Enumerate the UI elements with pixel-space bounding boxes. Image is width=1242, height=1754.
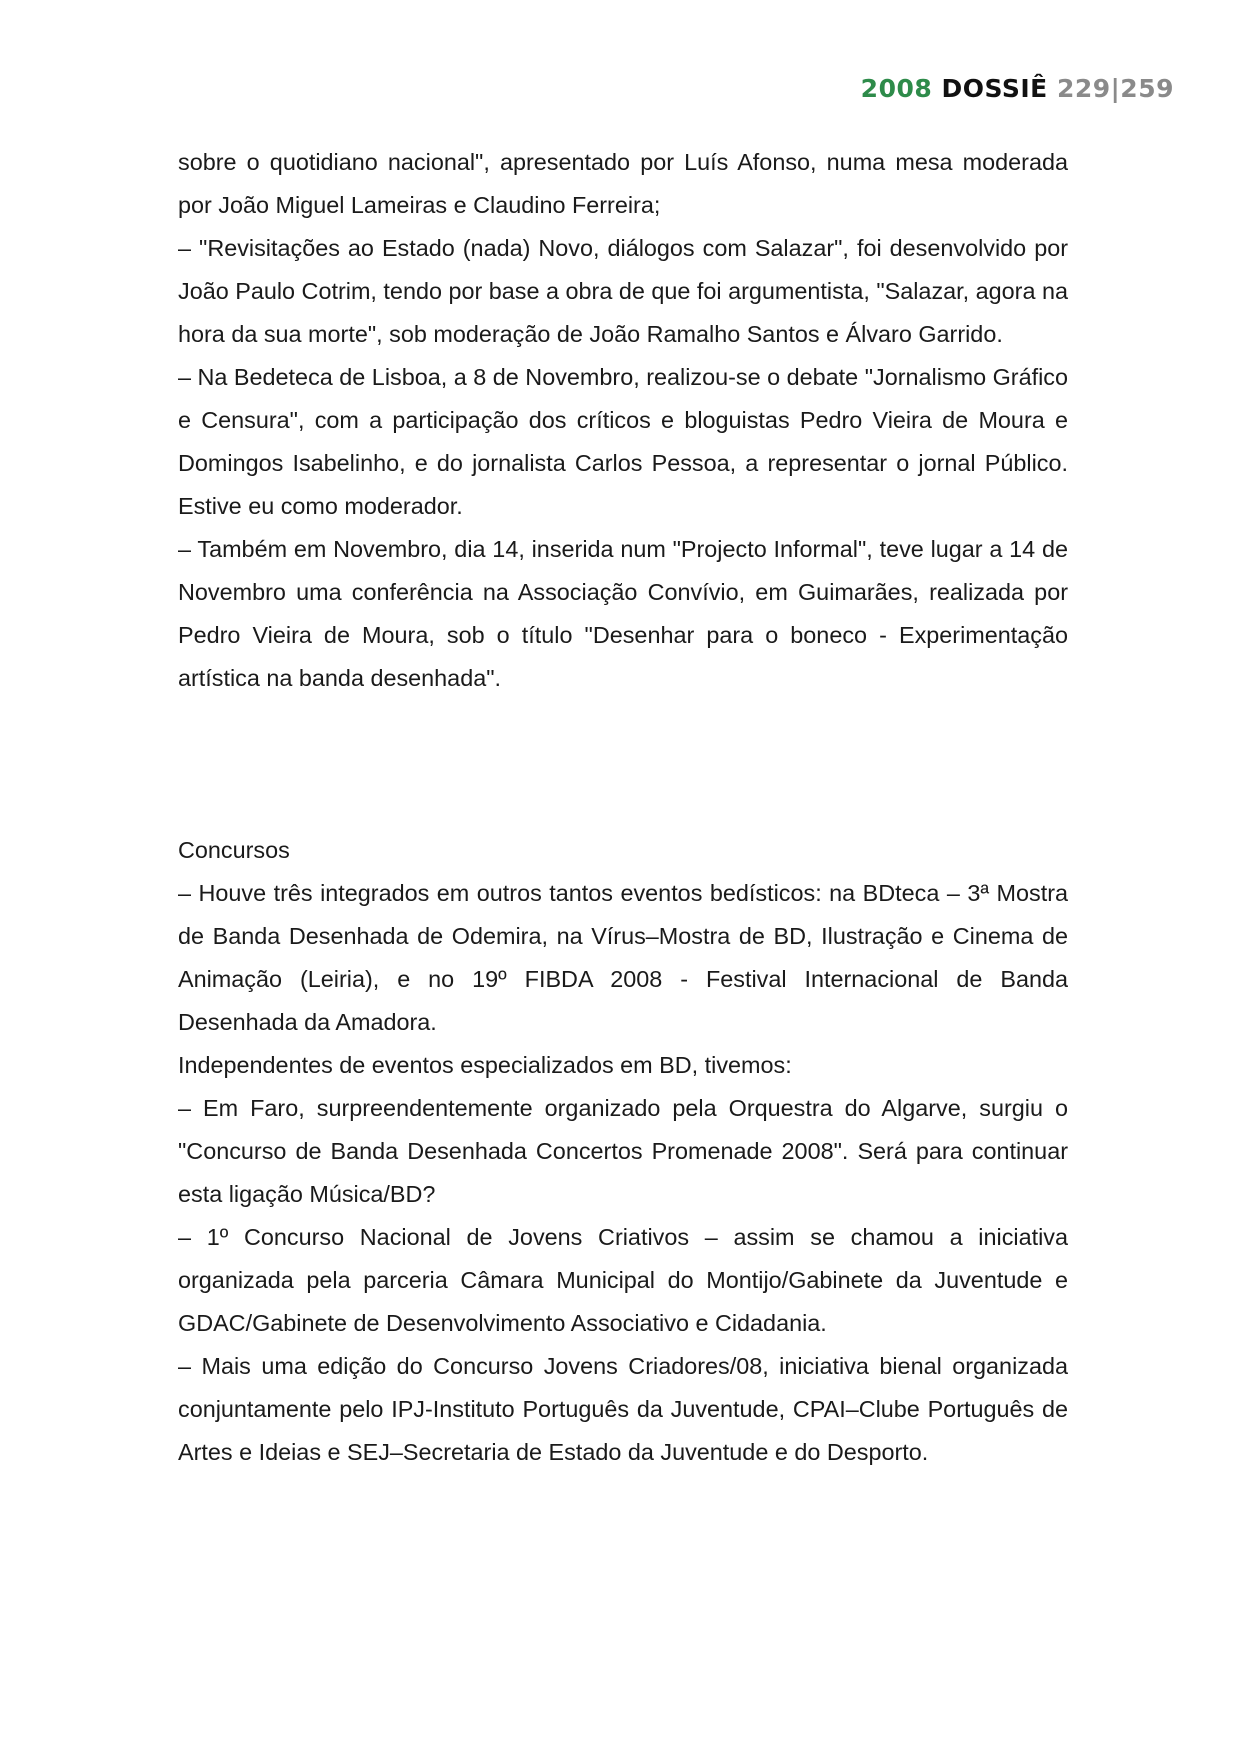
header-title: DOSSIÊ (941, 74, 1048, 103)
paragraph: Independentes de eventos especializados em BD, tivemos: (178, 1052, 792, 1078)
header-page-number: 229|259 (1056, 74, 1174, 103)
paragraph: sobre o quotidiano nacional", apresentado por Luís Afonso, numa mesa moderada por João Miguel Lameiras e Claudino Ferreira; (178, 149, 1068, 218)
paragraph: – Na Bedeteca de Lisboa, a 8 de Novembro, realizou-se o debate "Jornalismo Gráfico e Censura", com a participação dos críticos e bloguistas Pedro Vieira de Moura e Domingos Isabelinho, e do jornalista Carlos Pessoa, a representar o jornal Público. Estive eu como moderador. (178, 364, 1068, 519)
paragraph: – Mais uma edição do Concurso Jovens Criadores/08, iniciativa bienal organizada conjuntamente pelo IPJ-Instituto Português da Juventude, CPAI–Clube Português de Artes e Ideias e SEJ–Secretaria de Estado da Juventude e do Desporto. (178, 1353, 1068, 1465)
document-body (178, 141, 1068, 1474)
section-gap (178, 700, 1068, 829)
page-header (861, 74, 1174, 103)
paragraph: – Também em Novembro, dia 14, inserida num "Projecto Informal", teve lugar a 14 de Novembro uma conferência na Associação Convívio, em Guimarães, realizada por Pedro Vieira de Moura, sob o título "Desenhar para o boneco - Experimentação artística na banda desenhada". (178, 536, 1068, 691)
paragraph: – 1º Concurso Nacional de Jovens Criativos – assim se chamou a iniciativa organizada pela parceria Câmara Municipal do Montijo/Gabinete da Juventude e GDAC/Gabinete de Desenvolvimento Associativo e Cidadania. (178, 1224, 1068, 1336)
header-year: 2008 (860, 74, 933, 103)
section-heading: Concursos (178, 837, 290, 863)
paragraph: – "Revisitações ao Estado (nada) Novo, diálogos com Salazar", foi desenvolvido por João Paulo Cotrim, tendo por base a obra de que foi argumentista, "Salazar, agora na hora da sua morte", sob moderação de João Ramalho Santos e Álvaro Garrido. (178, 235, 1068, 347)
paragraph: – Houve três integrados em outros tantos eventos bedísticos: na BDteca – 3ª Mostra de Banda Desenhada de Odemira, na Vírus–Mostra de BD, Ilustração e Cinema de Animação (Leiria), e no 19º FIBDA 2008 - Festival Internacional de Banda Desenhada da Amadora. (178, 880, 1068, 1035)
paragraph: – Em Faro, surpreendentemente organizado pela Orquestra do Algarve, surgiu o "Concurso de Banda Desenhada Concertos Promenade 2008". Será para continuar esta ligação Música/BD? (178, 1095, 1068, 1207)
